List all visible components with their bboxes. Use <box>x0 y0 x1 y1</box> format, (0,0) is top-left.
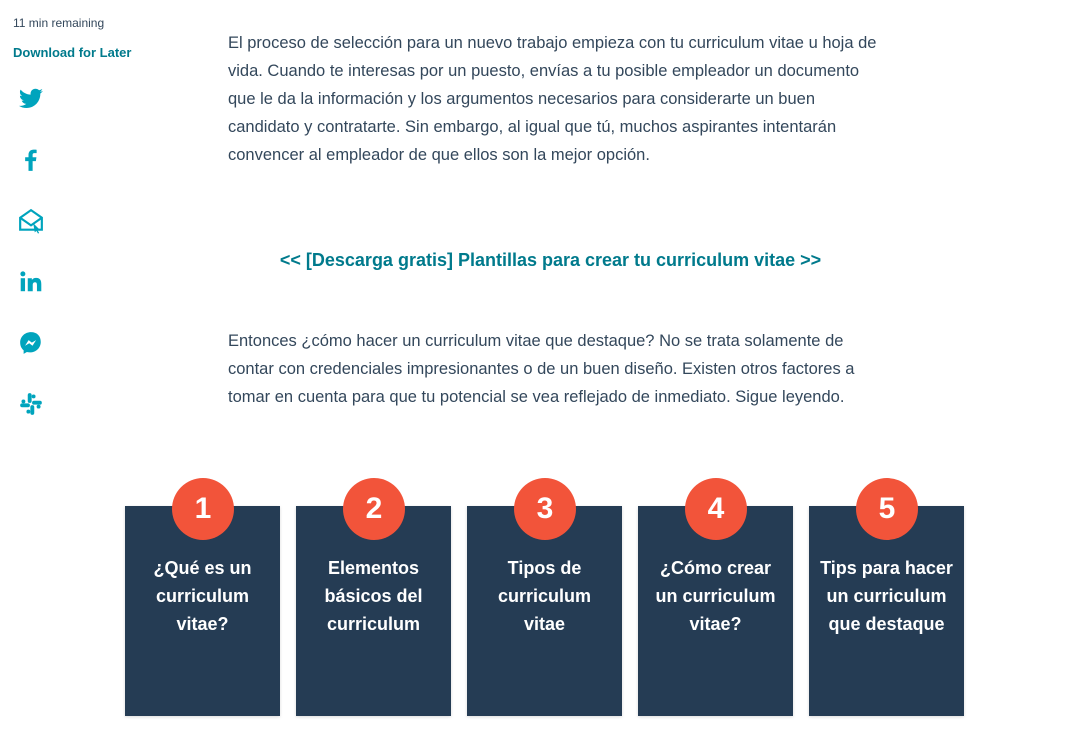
toc-card-2[interactable] <box>296 492 451 716</box>
toc-title: ¿Qué es un curriculum vitae? <box>153 558 252 634</box>
toc-title: Tips para hacer un curriculum que destaque <box>820 558 953 634</box>
slack-icon[interactable] <box>18 391 44 417</box>
read-time: 11 min remaining <box>13 16 105 30</box>
messenger-icon[interactable] <box>18 330 44 356</box>
toc-title: Elementos básicos del curriculum <box>324 558 423 634</box>
toc-title: ¿Cómo crear un curriculum vitae? <box>655 558 776 634</box>
toc-title: Tipos de curriculum vitae <box>497 558 592 634</box>
share-rail <box>18 86 46 452</box>
intro-paragraph: El proceso de selección para un nuevo trabajo empieza con tu curriculum vitae u hoja de vida. Cuando te interesas por un puesto, envías a tu posible empleador un documento que le da la información y los argumentos necesarios para considerarte un buen candidato y contratarte. Sin embargo, al igual que tú, muchos aspirantes intentarán convencer al empleador de que ellos son la mejor opción. <box>228 34 877 164</box>
twitter-icon[interactable] <box>18 86 44 112</box>
toc-number-badge: 2 <box>343 478 405 540</box>
toc-card-5[interactable] <box>809 492 964 716</box>
toc-number-badge: 3 <box>514 478 576 540</box>
email-icon[interactable] <box>18 208 44 234</box>
linkedin-icon[interactable] <box>18 269 44 295</box>
download-for-later-link[interactable]: Download for Later <box>13 45 132 60</box>
toc-number-badge: 4 <box>685 478 747 540</box>
table-of-contents <box>125 478 985 728</box>
toc-card-3[interactable] <box>467 492 622 716</box>
download-templates-cta[interactable]: << [Descarga gratis] Plantillas para crear tu curriculum vitae >> <box>279 250 822 270</box>
toc-card-4[interactable] <box>638 492 793 716</box>
toc-card-1[interactable] <box>125 492 280 716</box>
body-paragraph: Entonces ¿cómo hacer un curriculum vitae que destaque? No se trata solamente de contar con credenciales impresionantes o de un buen diseño. Existen otros factores a tomar en cuenta para que tu potencial se vea reflejado de inmediato. Sigue leyendo. <box>228 332 855 406</box>
toc-number-badge: 5 <box>856 478 918 540</box>
toc-number-badge: 1 <box>172 478 234 540</box>
facebook-icon[interactable] <box>18 147 44 173</box>
